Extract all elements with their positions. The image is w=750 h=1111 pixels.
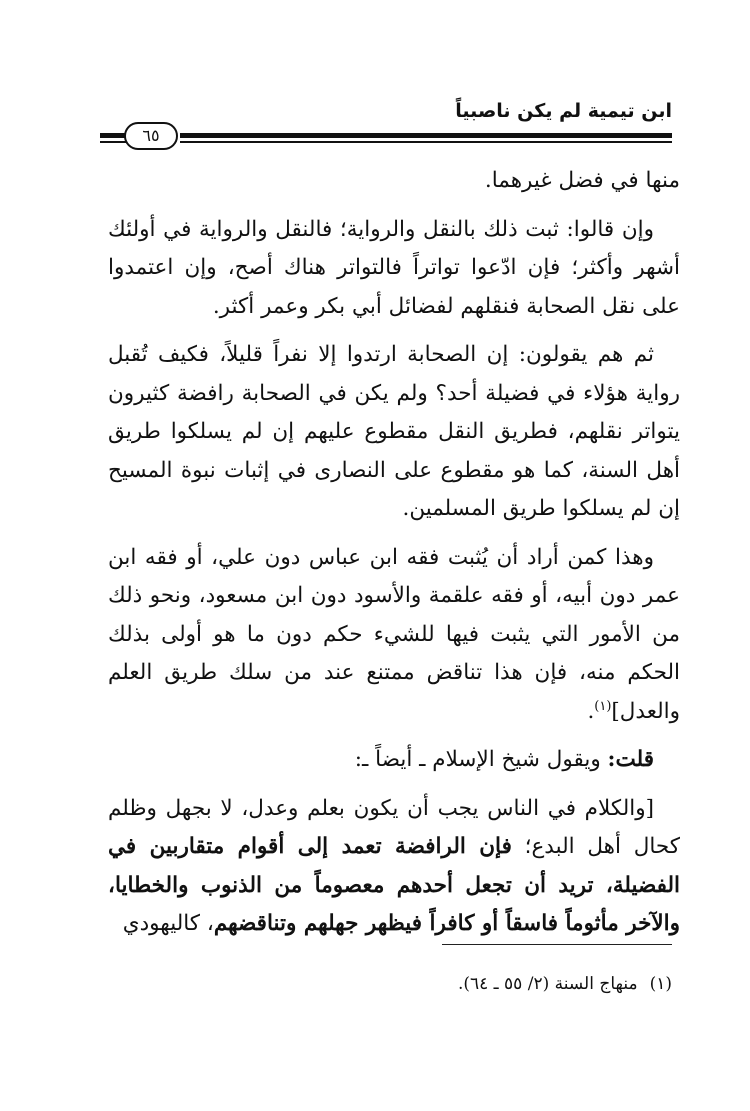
paragraph-6 (108, 790, 680, 944)
page-number: ٦٥ (124, 122, 178, 150)
header-rule-thin (180, 141, 672, 143)
paragraph-3: ثم هم يقولون: إن الصحابة ارتدوا إلا نفراً قليلاً، فكيف تُقبل رواية هؤلاء في فضيلة أحد؟ ولم يكن في الصحابة رافضة كثيرون يتواتر نقلهم، فطريق النقل مقطوع عليهم إن لم يسلكوا طريق أهل السنة، كما هو مقطوع على النصارى في إثبات نبوة المسيح إن لم يسلكوا طريق المسلمين. (108, 342, 680, 521)
footnote-marker: (١) (594, 698, 612, 714)
paragraph-6-text-b: ، كاليهودي (122, 911, 214, 936)
header-rule-left-thick (100, 133, 126, 138)
footnote-separator (442, 944, 672, 945)
paragraph-4-end: . (587, 698, 595, 724)
paragraph-4-text: وهذا كمن أراد أن يُثبت فقه ابن عباس دون علي، أو فقه ابن عمر دون أبيه، أو فقه علقمة والأسود دون ابن مسعود، ونحو ذلك من الأمور التي يثبت فيها للشيء حكم دون ما هو أولى بذلك الحكم منه، فإن هذا تناقض ممتنع عند من سلك طريق العلم والعدل] (108, 544, 680, 724)
paragraph-1: منها في فضل غيرهما. (484, 168, 680, 193)
paragraph-6-bold: فإن الرافضة تعمد إلى أقوام متقاربين في الفضيلة، تريد أن تجعل أحدهم معصوماً من الذنوب والخطايا، والآخر مأثوماً فاسقاً أو كافراً فيظهر جهلهم وتناقضهم (108, 834, 680, 936)
paragraph-5 (108, 741, 680, 780)
paragraph-2: وإن قالوا: ثبت ذلك بالنقل والرواية؛ فالنقل والرواية في أولئك أشهر وأكثر؛ فإن ادّعوا تواتراً فالتواتر هناك أصح، وإن اعتمدوا على نقل الصحابة فنقلهم لفضائل أبي بكر وعمر أكثر. (108, 216, 680, 319)
footnote (100, 970, 672, 998)
footnote-text: منهاج السنة (٢/ ٥٥ ـ ٦٤). (457, 974, 638, 994)
header-rule-left-thin (100, 141, 126, 143)
main-text (108, 162, 680, 954)
paragraph-5-text: ويقول شيخ الإسلام ـ أيضاً ـ: (354, 747, 608, 772)
paragraph-5-lead: قلت: (607, 747, 654, 772)
header-rule-thick (180, 133, 672, 138)
running-title: ابن تيمية لم يكن ناصبياً (455, 100, 672, 122)
paragraph-6-text-a: [والكلام في الناس يجب أن يكون بعلم وعدل، لا بجهل وظلم كحال أهل البدع؛ (108, 795, 680, 859)
paragraph-4 (108, 539, 680, 732)
footnote-number: (١) (649, 974, 672, 994)
